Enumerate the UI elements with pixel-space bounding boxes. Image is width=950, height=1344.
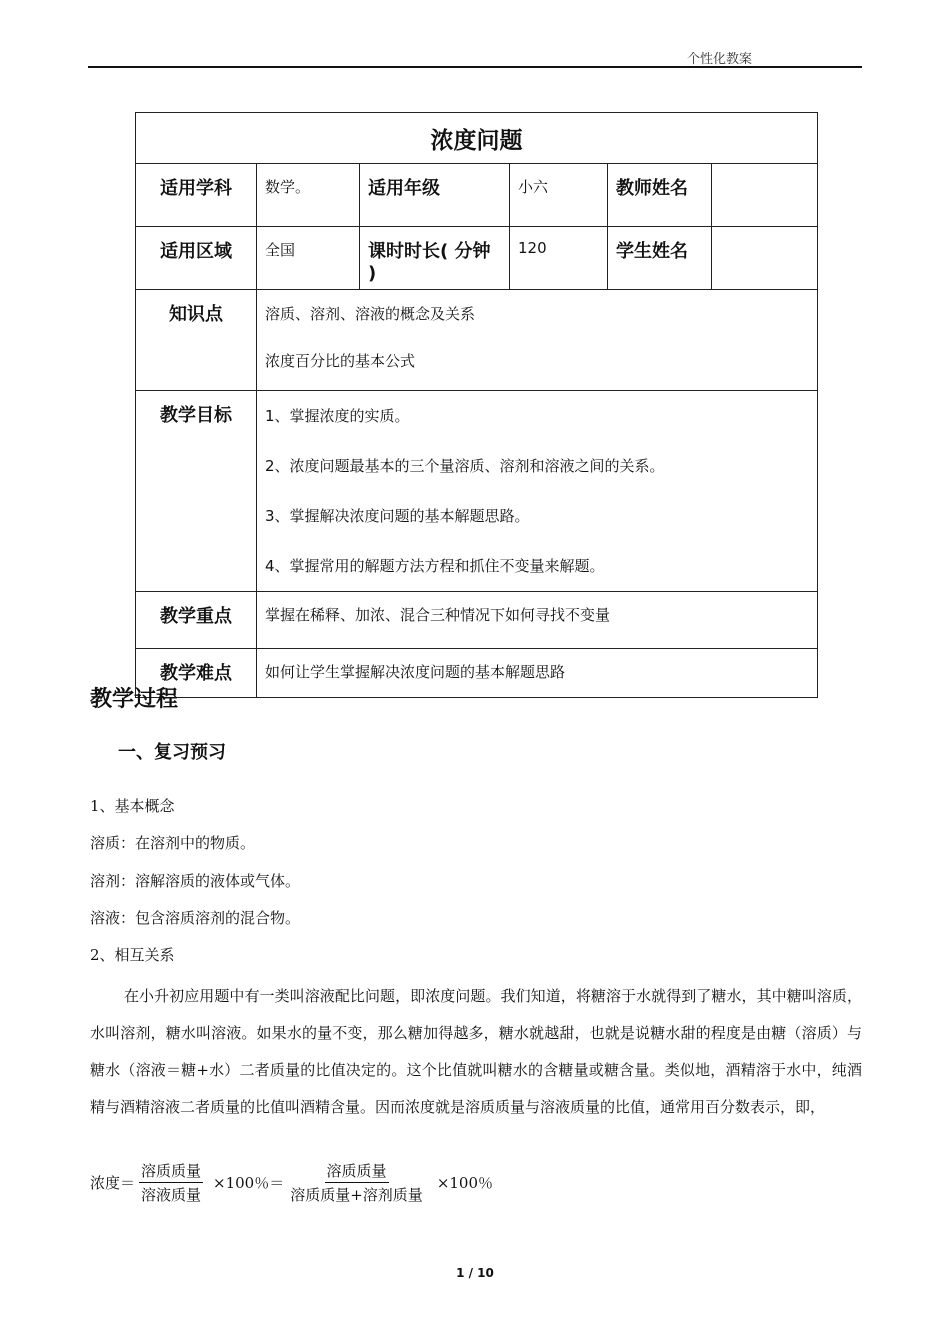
goal-item: 4、掌握常用的解题方法方程和抓住不变量来解题。: [265, 557, 605, 575]
goal-item: 3、掌握解决浓度问题的基本解题思路。: [265, 507, 530, 525]
student-label: 学生姓名: [608, 227, 712, 290]
student-value: [712, 227, 818, 290]
process-title: 教学过程: [90, 687, 179, 712]
fraction-denominator: 溶质质量+溶剂质量: [290, 1186, 423, 1204]
text-line: 溶质：在溶剂中的物质。: [90, 834, 256, 852]
duration-value: 120: [510, 227, 608, 290]
knowledge-label: 知识点: [136, 290, 257, 391]
fraction: [139, 1160, 203, 1205]
goals-label: 教学目标: [136, 391, 257, 592]
difficulty-row: [136, 649, 818, 698]
goals-content: [257, 391, 818, 592]
difficulty-label: 教学难点: [136, 649, 257, 698]
fraction-numerator: 溶质质量: [139, 1160, 203, 1183]
goals-row: [136, 391, 818, 592]
grade-label: 适用年级: [360, 164, 510, 227]
page-header: [88, 48, 862, 68]
fraction-numerator: 溶质质量: [325, 1160, 389, 1183]
page-number: 1 / 10: [456, 1266, 494, 1280]
text-line: 2、相互关系: [90, 946, 175, 964]
subject-label: 适用学科: [136, 164, 257, 227]
title-row: [136, 113, 818, 164]
knowledge-content: [257, 290, 818, 391]
knowledge-row: [136, 290, 818, 391]
section-title: 一、复习预习: [118, 742, 226, 763]
lesson-info-table: [135, 112, 818, 698]
region-label: 适用区域: [136, 227, 257, 290]
teacher-value: [712, 164, 818, 227]
subject-value: 数学。: [257, 164, 360, 227]
grade-value: 小六: [510, 164, 608, 227]
knowledge-item: 浓度百分比的基本公式: [265, 352, 416, 370]
concentration-formula: [90, 1160, 493, 1205]
text-line: 溶液：包含溶质溶剂的混合物。: [90, 909, 301, 927]
goal-item: 2、浓度问题最基本的三个量溶质、溶剂和溶液之间的关系。: [265, 457, 665, 475]
knowledge-item: 溶质、溶剂、溶液的概念及关系: [265, 305, 476, 323]
subject-row: [136, 164, 818, 227]
region-row: [136, 227, 818, 290]
lesson-title: 浓度问题: [136, 113, 818, 164]
goal-item: 1、掌握浓度的实质。: [265, 407, 410, 425]
difficulty-value: 如何让学生掌握解决浓度问题的基本解题思路: [257, 649, 818, 698]
duration-label: 课时时长( 分钟 ): [360, 227, 510, 290]
formula-end: ×100％: [436, 1174, 494, 1192]
key-point-row: [136, 592, 818, 649]
formula-lhs: 浓度＝: [90, 1174, 136, 1192]
text-line: 溶剂：溶解溶质的液体或气体。: [90, 872, 301, 890]
fraction: [288, 1160, 425, 1205]
text-line: 1、基本概念: [90, 797, 175, 815]
key-point-value: 掌握在稀释、加浓、混合三种情况下如何寻找不变量: [257, 592, 818, 649]
teacher-label: 教师姓名: [608, 164, 712, 227]
header-text: 个性化教案: [686, 52, 752, 67]
formula-mid: ×100％＝: [213, 1174, 285, 1192]
explanation-paragraph: 在小升初应用题中有一类叫溶液配比问题，即浓度问题。我们知道，将糖溶于水就得到了糖水，其中糖叫溶质，水叫溶剂，糖水叫溶液。如果水的量不变，那么糖加得越多，糖水就越甜，也就是说糖水甜的程度是由糖（溶质）与糖水（溶液＝糖+水）二者质量的比值决定的。这个比值就叫糖水的含糖量或糖含量。类似地，酒精溶于水中，纯酒精与酒精溶液二者质量的比值叫酒精含量。因而浓度就是溶质质量与溶液质量的比值，通常用百分数表示，即，: [90, 987, 862, 1116]
region-value: 全国: [257, 227, 360, 290]
fraction-denominator: 溶液质量: [141, 1186, 202, 1204]
key-point-label: 教学重点: [136, 592, 257, 649]
